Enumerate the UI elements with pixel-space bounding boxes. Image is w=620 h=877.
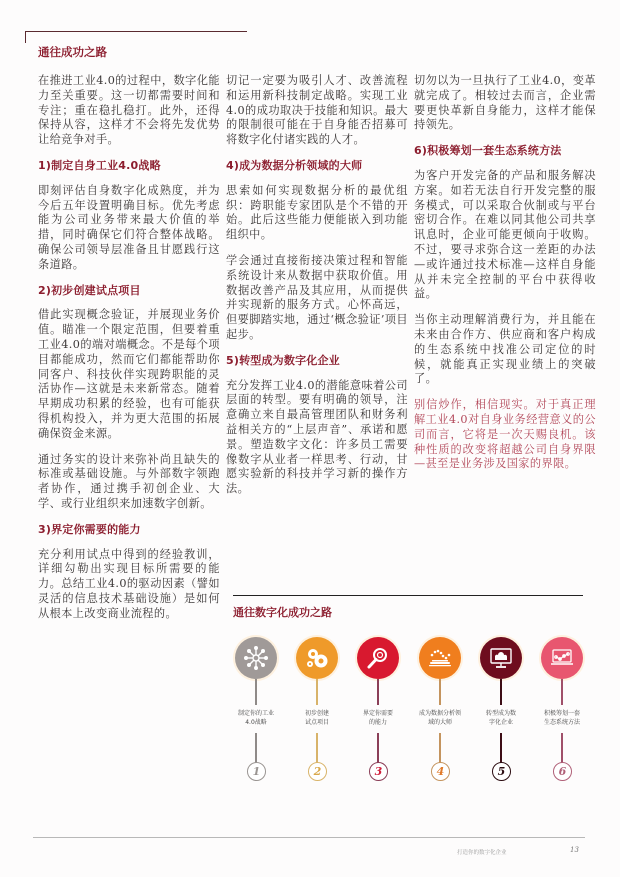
paragraph: 思索如何实现数据分析的最优组织：跨职能专家团队是个不错的开始。此后这些能力便能嵌入到功能组织中。: [226, 183, 408, 242]
paragraph: 切记一定要为吸引人才、改善流程和运用新科技制定战略。实现工业4.0的成功取决于技能和知识。最大的限制很可能在于自身能否招募可将数字化付诸实践的人才。: [226, 74, 408, 147]
top-rule: [25, 31, 247, 32]
intro-paragraph: 在推进工业4.0的过程中，数字化能力至关重要。这一切都需要时间和专注；重在稳扎稳打。此外，还得保持从容，这样才不会将先发优势让给竞争对手。: [38, 74, 220, 147]
network-hub-icon: [235, 637, 277, 679]
step-stem: [500, 733, 502, 763]
paragraph: 借此实现概念验证，并展现业务价值。瞄准一个限定范围，但要着重工业4.0的端对端概念。不是每个项目都能成功，然而它们都能帮助你同客户、科技伙伴实现跨职能的灵活协作—这就是未来新常态。随着早期成功积累的经验，也有可能获得机构投入，并为更大范围的拓展确保资金来源。: [38, 308, 220, 440]
paragraph: 切勿以为一旦执行了工业4.0，变革就完成了。相较过去而言，企业需要更快革新自身能力，这样才能保持领先。: [414, 74, 596, 132]
heading-step-2: 2)初步创建试点项目: [38, 283, 141, 297]
gears-icon: [296, 637, 338, 679]
step-stem: [316, 679, 318, 705]
step-stem: [439, 679, 441, 705]
step-4: [409, 592, 471, 802]
step-label: 界定你需要 的能力: [362, 710, 393, 726]
step-stem: [500, 679, 502, 705]
step-number-badge: 2: [308, 762, 327, 781]
step-6: [531, 592, 593, 802]
step-number-badge: 3: [369, 762, 388, 781]
cloud-monitor-icon: [480, 637, 522, 679]
heading-step-5: 5)转型成为数字化企业: [226, 353, 340, 367]
step-stem: [255, 733, 257, 763]
paragraph: 通过务实的设计来弥补尚且缺失的标准或基础设施。与外部数字领跑者协作，通过携手初创企业、大学、或行业组织来加速数字创新。: [38, 452, 220, 510]
step-3: [347, 592, 409, 802]
step-label: 制定你的工业 4.0战略: [237, 710, 274, 726]
paragraph: 学会通过直接衔接决策过程和智能系统设计来从数据中获取价值。用数据改善产品及其应用，从而提供并实现新的服务方式。心怀高远，但要脚踏实地，通过‘概念验证’项目起步。: [226, 253, 408, 341]
section-title: 通往成功之路: [38, 45, 107, 59]
step-number-badge: 5: [492, 762, 511, 781]
step-label: 转型成为数 字化企业: [485, 710, 516, 726]
page-number: 13: [570, 846, 579, 854]
step-number-badge: 6: [553, 762, 572, 781]
column-1: [38, 74, 220, 633]
heading-step-1: 1)制定自身工业4.0战略: [38, 158, 161, 172]
step-1: [225, 592, 287, 802]
heading-step-3: 3)界定你需要的能力: [38, 522, 141, 536]
infographic-title: 通往数字化成功之路: [233, 606, 332, 619]
column-3: [414, 74, 596, 483]
step-stem: [561, 679, 563, 705]
footer-text: 打造你的数字化企业: [457, 850, 507, 856]
footer-rule: [33, 837, 585, 838]
step-label: 成为数据分析领 域的大师: [418, 710, 461, 726]
highlight-paragraph: 别信炒作，相信现实。对于真正理解工业4.0对自身业务经营意义的公司而言，它将是一次天赐良机。该种性质的改变将超越公司自身界限—甚至是业务涉及国家的界限。: [414, 398, 596, 471]
paragraph: 充分发挥工业4.0的潜能意味着公司层面的转型。要有明确的领导，注意确立来自最高管理团队和财务利益相关方的“上层声音”、承诺和愿景。塑造数字文化：许多员工需要像数字从业者一样思考、行动，甘愿实验新的科技并学习新的操作方法。: [226, 378, 408, 496]
paragraph: 为客户开发完备的产品和服务解决方案。如若无法自行开发完整的服务模式，可以采取合伙制或与平台密切合作。在难以同其他公司共享讯息时，企业可能更倾向于收购。不过，要寻求弥合这一差距的办法—或许通过技术标准—这样自身能从并未完全控制的平台中获得收益。: [414, 168, 596, 301]
step-label: 初步创建 试点项目: [304, 710, 329, 726]
top-rule-tick: [25, 31, 26, 43]
step-stem: [439, 733, 441, 763]
infographic-digital-path: [225, 592, 585, 802]
step-number-badge: 4: [431, 762, 450, 781]
paragraph: 充分利用试点中得到的经验教训，详细勾勒出实现目标所需要的能力。总结工业4.0的驱动因素（譬如灵活的信息技术基础设施）是如何从根本上改变商业流程的。: [38, 547, 220, 620]
step-stem: [377, 679, 379, 705]
heading-step-6: 6)积极筹划一套生态系统方法: [414, 144, 562, 158]
step-stem: [377, 733, 379, 763]
heading-step-4: 4)成为数据分析领域的大师: [226, 158, 363, 172]
step-number-badge: 1: [247, 762, 266, 781]
paragraph: 当你主动理解消费行为，并且能在未来由合作方、供应商和客户构成的生态系统中找准公司定位的时候，就能真正实现业绩上的突破了。: [414, 313, 596, 386]
step-stem: [255, 679, 257, 705]
data-wave-icon: [419, 637, 461, 679]
step-stem: [561, 733, 563, 763]
step-label: 积极筹划一套 生态系统方法: [543, 710, 580, 726]
step-2: [286, 592, 348, 802]
step-5: [470, 592, 532, 802]
magnifier-icon: [357, 637, 399, 679]
step-stem: [316, 733, 318, 763]
paragraph: 即刻评估自身数字化成熟度，并为今后五年设置明确目标。优先考虑能为公司业务带来最大价值的举措，同时确保它们符合整体战略。确保公司领导层准备且甘愿践行这条道路。: [38, 183, 220, 271]
laptop-chart-icon: [541, 637, 583, 679]
column-2: [226, 74, 408, 508]
